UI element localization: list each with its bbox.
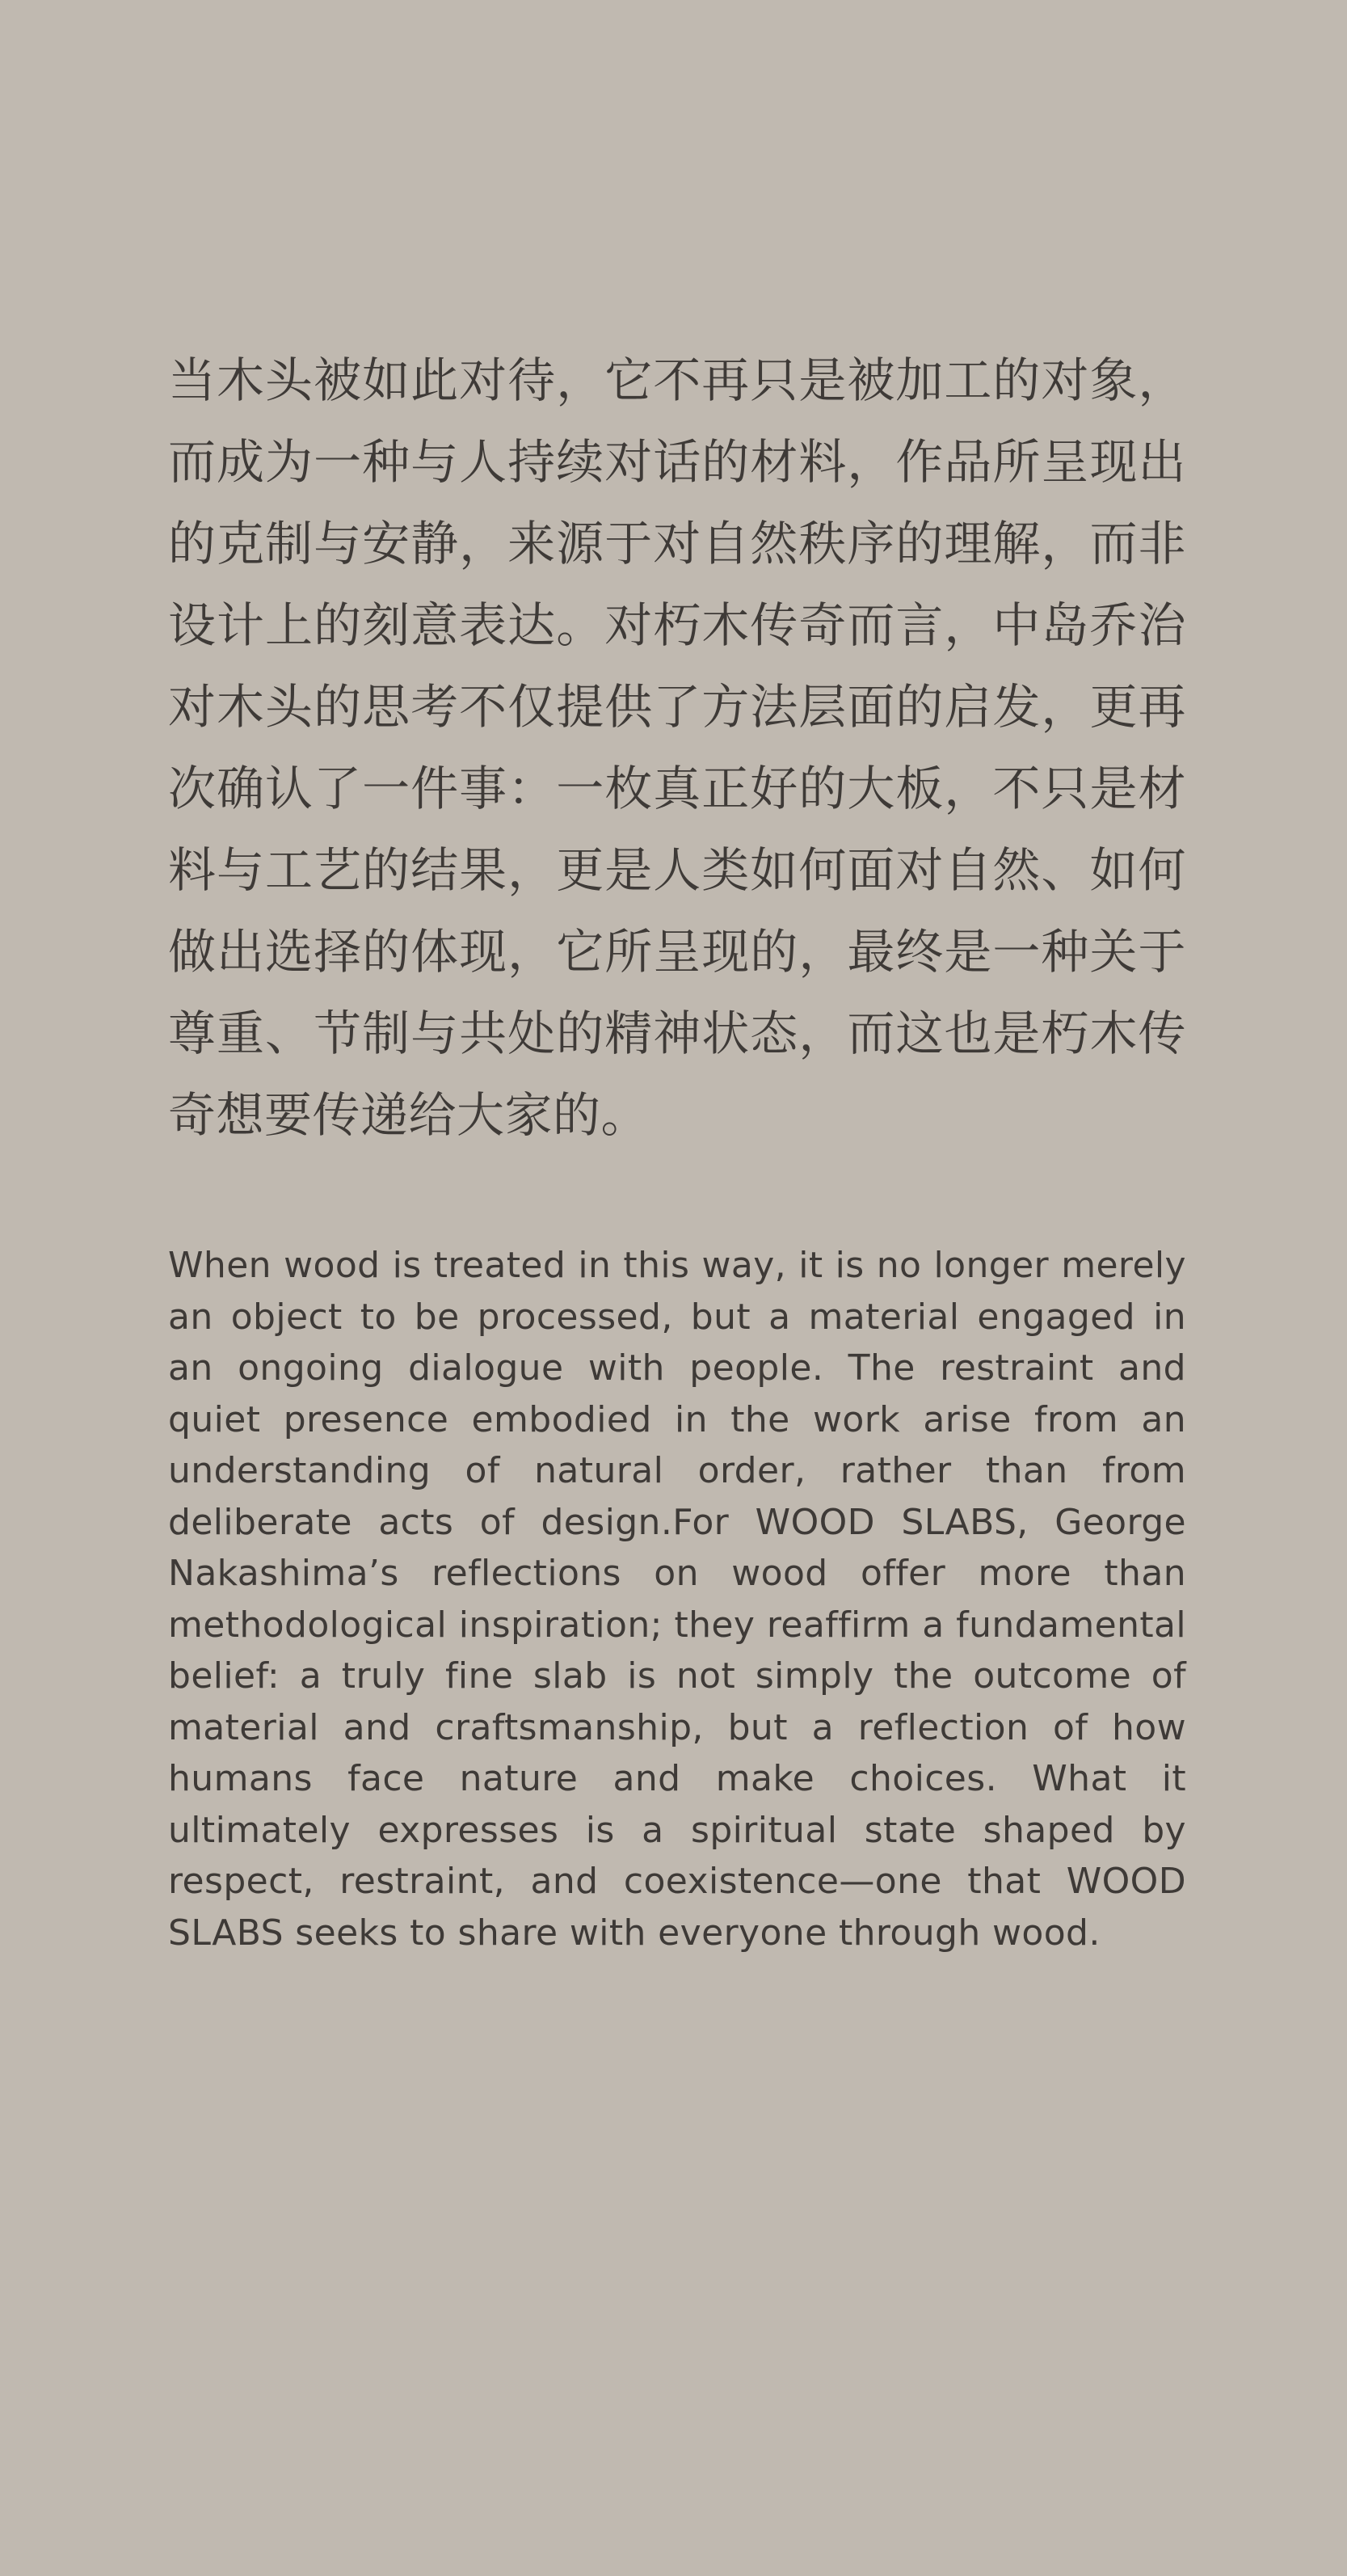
- chinese-paragraph: 当木头被如此对待，它不再只是被加工的对象，而成为一种与人持续对话的材料，作品所呈现出的克制与安静，来源于对自然秩序的理解，而非设计上的刻意表达。对朽木传奇而言，中岛乔治对木头的思考不仅提供了方法层面的启发，更再次确认了一件事：一枚真正好的大板，不只是材料与工艺的结果，更是人类如何面对自然、如何做出选择的体现，它所呈现的，最终是一种关于尊重、节制与共处的精神状态，而这也是朽木传奇想要传递给大家的。: [168, 352, 1186, 1143]
- english-paragraph: When wood is treated in this way, it is no longer merely an object to be processed, but a material engaged in an ongoing dialogue with people. The restraint and quiet presence embodied in the work arise from an understanding of natural order, rather than from deliberate acts of design.For WOOD SLABS, George Nakashima’s reflections on wood offer more than methodological inspiration; they reaffirm a fundamental belief: a truly fine slab is not simply the outcome of material and craftsmanship, but a reflection of how humans face nature and make choices. What it ultimately expresses is a spiritual state shaped by respect, restraint, and coexistence—one that WOOD SLABS seeks to share with everyone through wood.: [168, 1245, 1186, 1954]
- article-body: [168, 339, 1186, 1958]
